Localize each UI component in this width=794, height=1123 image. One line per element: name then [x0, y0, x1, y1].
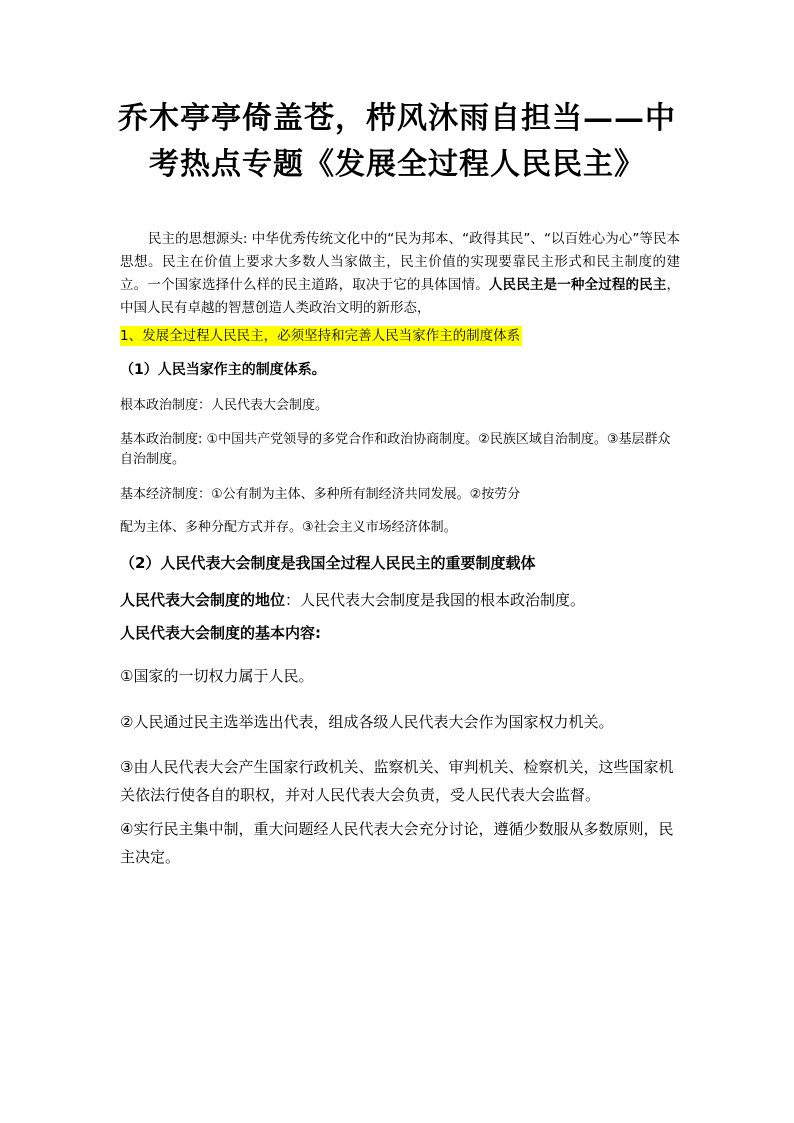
npc-point-3: ③由人民代表大会产生国家行政机关、监察机关、审判机关、检察机关，这些国家机关依法行使各自的职权，并对人民代表大会负责，受人民代表大会监督。: [120, 758, 674, 804]
document-title: [100, 96, 694, 188]
npc-content-label: 人民代表大会制度的基本内容:: [120, 624, 321, 642]
subsection-1-heading: （1）人民当家作主的制度体系。: [120, 362, 326, 378]
title-line-1: 乔木亭亭倚盖苍，栉风沐雨自担当——中: [118, 101, 676, 136]
system-item-basic-political: 基本政治制度: ①中国共产党领导的多党合作和政治协商制度。②民族区域自治制度。③基层群众自治制度。: [120, 432, 671, 467]
intro-text: 民主的思想源头: 中华优秀传统文化中的“民为邦本、“政得其民”、“以百姓心为心”等民本思想。民主在价值上要求大多数人当家做主，民主价值的实现要靠民主形式和民主制度的建立。一个国家选择什么样的民主道路，取决于它的具体国情。: [120, 231, 680, 293]
npc-status-label: 人民代表大会制度的地位: [120, 591, 286, 609]
system-item-basic-economic-part2: 配为主体、多种分配方式并存。③社会主义市场经济体制。: [120, 520, 457, 535]
npc-status-text: ：人民代表大会制度是我国的根本政治制度。: [285, 591, 586, 609]
npc-status-line: [120, 586, 680, 614]
subsection-2-heading: （2）人民代表大会制度是我国全过程人民民主的重要制度载体: [120, 554, 536, 572]
intro-paragraph: [120, 228, 680, 320]
npc-point-1: ①国家的一切权力属于人民。: [120, 667, 314, 685]
system-item-fundamental-political: 根本政治制度：人民代表大会制度。: [120, 398, 329, 413]
system-item-basic-economic-part1: 基本经济制度：①公有制为主体、多种所有制经济共同发展。②按劳分: [120, 487, 521, 502]
title-line-2: 考热点专题《发展全过程人民民主》: [149, 147, 645, 182]
npc-point-4: ④实行民主集中制，重大问题经人民代表大会充分讨论，遵循少数服从多数原则，民主决定。: [120, 820, 674, 866]
npc-point-2: ②人民通过民主选举选出代表，组成各级人民代表大会作为国家权力机关。: [120, 713, 614, 731]
intro-bold-text: 人民民主是一种全过程的民主: [488, 277, 667, 293]
intro-tail-text: ，中国人民有卓越的智慧创造人类政治文明的新形态，: [120, 277, 681, 316]
section-1-heading: 1、发展全过程人民民主，必须坚持和完善人民当家作主的制度体系: [120, 328, 521, 344]
